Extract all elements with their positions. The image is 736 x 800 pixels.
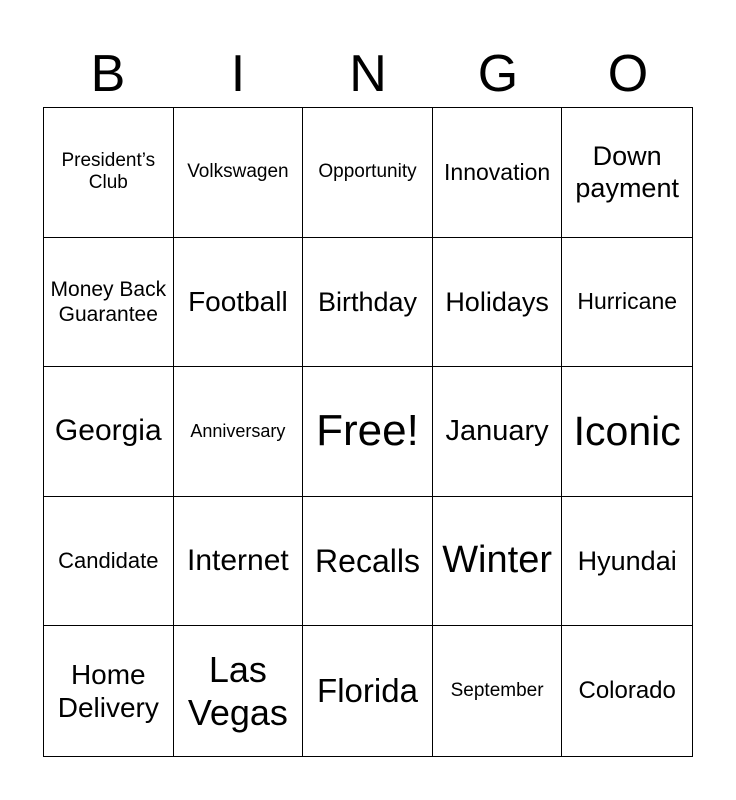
bingo-cell[interactable] [562,626,692,756]
bingo-cell[interactable] [303,238,433,368]
bingo-cell-label: Candidate [58,547,159,573]
header-letter-o: O [607,45,649,103]
bingo-cell-label: Birthday [317,286,418,317]
bingo-cell-label: Georgia [54,414,162,448]
bingo-cell-label: Iconic [573,407,681,454]
bingo-cell[interactable] [562,497,692,627]
bingo-cell-label: Holidays [445,286,549,317]
bingo-cell[interactable] [303,497,433,627]
bingo-cell-label: Recalls [315,542,420,579]
bingo-cell[interactable] [174,367,304,497]
bingo-board [43,107,693,757]
bingo-cell-label: Las Vegas [187,649,288,734]
bingo-cell[interactable] [44,367,174,497]
bingo-cell-label: Volkswagen [187,160,289,182]
bingo-cell[interactable] [174,626,304,756]
bingo-cell-label: Winter [442,539,552,582]
bingo-cell[interactable] [303,626,433,756]
bingo-cell[interactable] [174,108,304,238]
bingo-cell-label: Florida [317,672,418,710]
bingo-cell[interactable] [174,238,304,368]
bingo-cell-label: Innovation [444,158,551,185]
bingo-cell[interactable] [562,108,692,238]
bingo-cell-label: January [445,415,549,448]
bingo-cell[interactable] [433,367,563,497]
bingo-cell[interactable] [303,108,433,238]
bingo-cell[interactable] [303,367,433,497]
bingo-cell[interactable] [433,626,563,756]
bingo-cell-label: Hurricane [577,288,678,315]
header-letter-i: I [230,45,246,103]
bingo-cell[interactable] [44,238,174,368]
bingo-cell[interactable] [44,108,174,238]
bingo-cell-label: Home Delivery [57,658,159,724]
bingo-cell-label: Colorado [578,676,676,704]
bingo-cell[interactable] [44,497,174,627]
bingo-cell[interactable] [433,108,563,238]
bingo-cell[interactable] [562,238,692,368]
bingo-cell-label: Hyundai [577,545,677,576]
bingo-cell-label: President’s Club [61,149,156,194]
bingo-cell-label: Opportunity [318,160,417,182]
bingo-cell-label: Football [188,286,288,318]
bingo-cell[interactable] [174,497,304,627]
bingo-cell-label: September [450,679,544,701]
header-letter-b: B [90,45,126,103]
header-letter-n: N [349,45,387,103]
bingo-cell-label: Money Back Guarantee [50,277,167,326]
bingo-cell-label: Down payment [575,140,679,204]
bingo-header [43,42,693,106]
bingo-cell[interactable] [44,626,174,756]
bingo-cell-label: Free! [316,406,419,456]
header-letter-g: G [477,45,519,103]
bingo-cell[interactable] [433,497,563,627]
bingo-cell[interactable] [562,367,692,497]
bingo-cell-label: Internet [187,544,289,578]
bingo-cell[interactable] [433,238,563,368]
bingo-cell-label: Anniversary [190,420,286,441]
